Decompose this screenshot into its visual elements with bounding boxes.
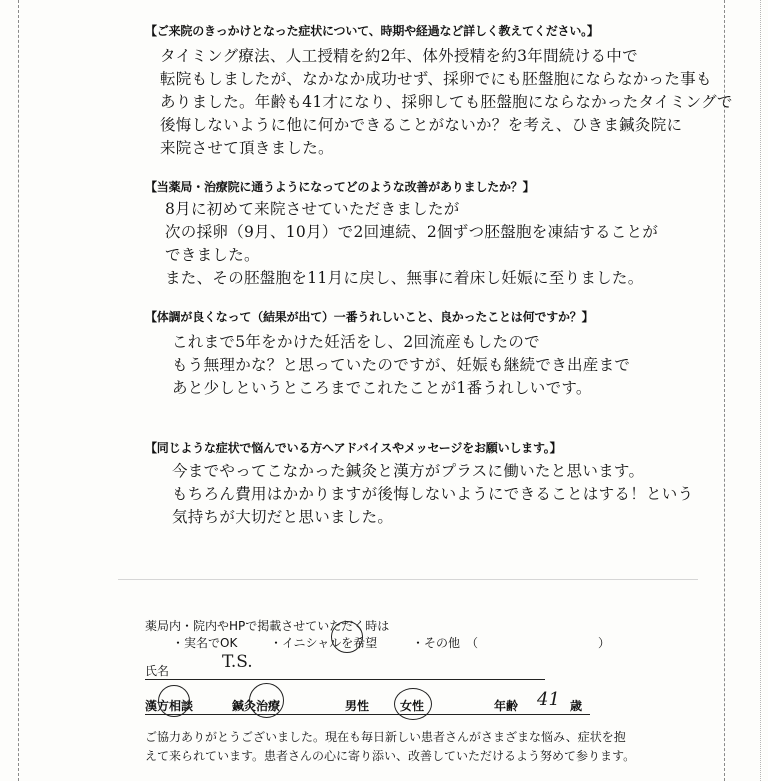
kampo-consult: 漢方相談 — [145, 699, 194, 713]
answer-1-line: 後悔しないように他に何かできることがないか？を考え、ひきま鍼灸院に — [160, 116, 683, 134]
name-label: 氏名 — [145, 664, 170, 678]
answer-2-line: 8月に初めて来院させていただきましたが — [165, 200, 460, 218]
female-circle-mark — [394, 688, 432, 720]
question-4: 【同じような症状で悩んでいる方へアドバイスやメッセージをお願いします。】 — [145, 441, 562, 455]
perforation-left — [18, 0, 19, 781]
answer-3-line: あと少しというところまでこれたことが1番うれしいです。 — [172, 379, 592, 397]
name-value: T.S. — [222, 652, 253, 672]
answer-3 — [172, 331, 630, 400]
option-other: ・その他 （ ） — [412, 636, 611, 650]
answer-2-line: 次の採卵（9月、10月）で2回連続、2個ずつ胚盤胞を凍結することが — [165, 223, 659, 241]
name-underline — [145, 679, 545, 680]
answer-1-line: タイミング療法、人工授精を約2年、体外授精を約3年間続ける中で — [160, 47, 638, 65]
question-2: 【当薬局・治療院に通うようになってどのような改善がありましたか？】 — [145, 180, 535, 194]
answer-4-line: もちろん費用はかかりますが後悔しないようにできることはする！という — [172, 485, 694, 503]
thanks-line-2: えて来られています。患者さんの心に寄り添い、改善していただけるよう努めて参ります。 — [145, 749, 636, 763]
answer-2-line: できました。 — [165, 246, 260, 264]
answer-1-line: ありました。年齢も41才になり、採卵しても胚盤胞にならなかったタイミングで — [160, 93, 733, 111]
answer-4-line: 今までやってこなかった鍼灸と漢方がプラスに働いたと思います。 — [172, 462, 645, 480]
page-edge-right — [760, 0, 761, 781]
answer-1-line: 転院もしましたが、なかなか成功せず、採卵でにも胚盤胞にならなかった事も — [160, 70, 712, 88]
question-1: 【ご来院のきっかけとなった症状について、時期や経過など詳しく教えてください。】 — [145, 24, 599, 38]
answer-2-line: また、その胚盤胞を11月に戻し、無事に着床し妊娠に至りました。 — [165, 269, 644, 287]
question-3: 【体調が良くなって（結果が出て）一番うれしいこと、良かったことは何ですか？】 — [145, 310, 594, 324]
gender-male: 男性 — [345, 699, 370, 713]
publish-label: 薬局内・院内やHPで掲載させていただく時は — [145, 619, 390, 633]
answer-1-line: 来院させて頂きました。 — [160, 139, 334, 157]
option-realname: ・実名でOK — [172, 636, 238, 650]
answer-1 — [160, 45, 733, 160]
initial-circle-mark — [331, 621, 363, 653]
answer-4 — [172, 460, 693, 529]
option-initial: ・イニシャルを希望 — [270, 636, 378, 650]
age-label: 年齢 — [494, 699, 519, 713]
kampo-circle-mark — [158, 685, 190, 717]
acupuncture-treatment: 鍼灸治療 — [232, 699, 281, 713]
thanks-line-1: ご協力ありがとうございました。現在も毎日新しい患者さんがさまざまな悩み、症状を抱 — [145, 730, 626, 744]
age-value: 41 — [537, 689, 560, 710]
answer-3-line: もう無理かな？と思っていたのですが、妊娠も継続でき出産まで — [172, 356, 631, 374]
answer-2 — [165, 198, 658, 290]
age-unit: 歳 — [570, 699, 583, 713]
fold-line — [118, 579, 698, 580]
acupuncture-circle-mark — [249, 683, 284, 718]
answer-4-line: 気持ちが大切だと思いました。 — [172, 508, 394, 526]
details-underline — [145, 714, 590, 715]
answer-3-line: これまで5年をかけた妊活をし、2回流産もしたので — [172, 333, 540, 351]
gender-female: 女性 — [400, 699, 425, 713]
